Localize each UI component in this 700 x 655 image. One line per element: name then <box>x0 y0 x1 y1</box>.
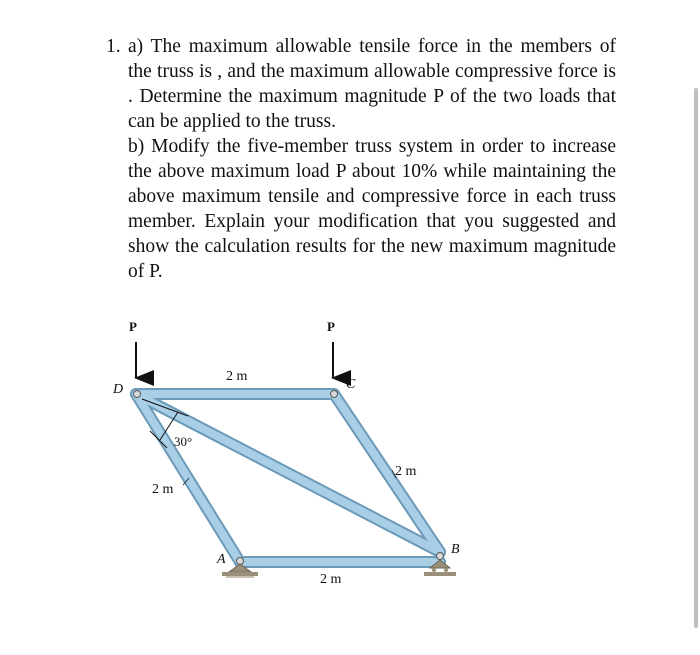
joint-d <box>134 391 141 398</box>
dimension-bottom: 2 m <box>320 572 342 587</box>
angle-label: 30° <box>174 434 193 449</box>
load-label-left: P <box>129 319 137 334</box>
problem-number: 1. <box>106 36 121 57</box>
load-label-right: P <box>327 319 335 334</box>
node-label-c: C <box>346 377 356 392</box>
joint-b <box>437 553 444 560</box>
part-a-text: a) The maximum allowable tensile force in the members of the truss is , and the maximum allowable compressive force is . Determine the maximum magnitude P of the two loads that can be applied to the truss. <box>128 36 616 132</box>
joint-c <box>331 391 338 398</box>
dimension-left: 2 m <box>152 482 174 497</box>
dimension-top: 2 m <box>226 369 248 384</box>
part-b-text: b) Modify the five-member truss system in order to increase the above maximum load P about 10% while maintaining the above maximum tensile and compressive force in each truss member. Explain your modification that you suggested and show the calculation results for the new maximum magnitude of P. <box>128 136 616 282</box>
node-label-a: A <box>217 552 226 567</box>
node-label-b: B <box>451 542 460 557</box>
dimension-right: 2 m <box>395 464 417 479</box>
node-label-d: D <box>113 382 124 397</box>
